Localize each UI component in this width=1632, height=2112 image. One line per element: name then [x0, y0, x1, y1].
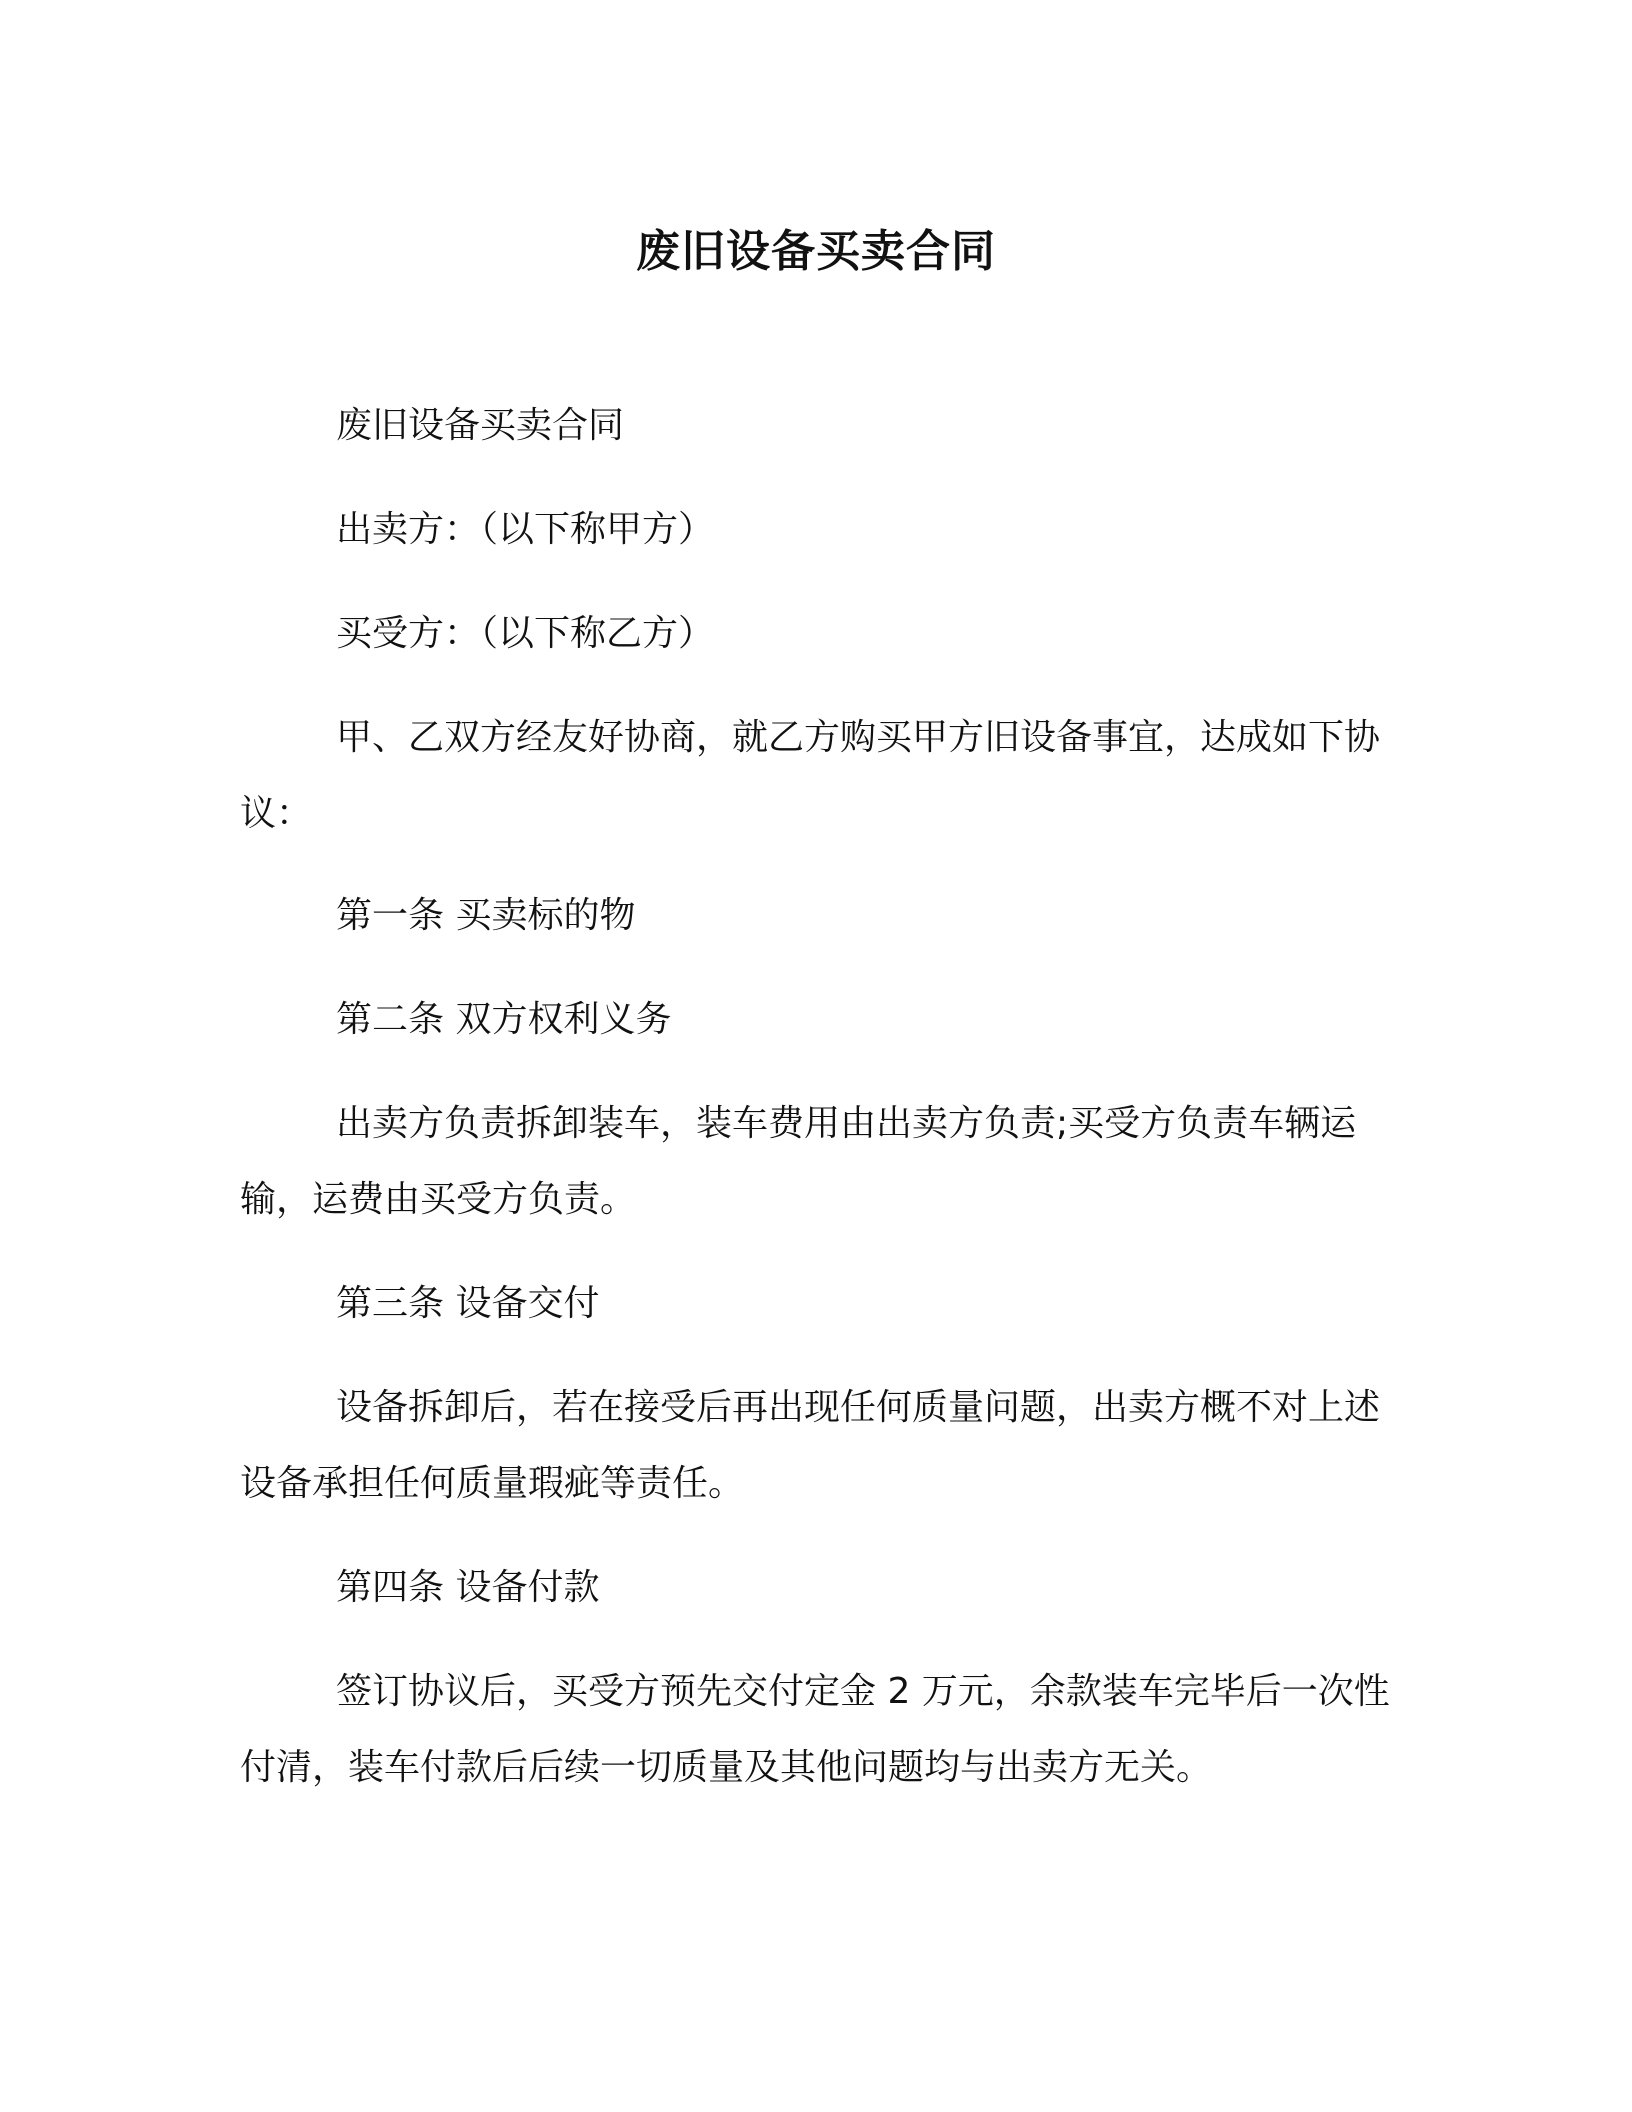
buyer-line: 买受方：（以下称乙方）: [336, 613, 715, 654]
article-4-heading: 第四条 设备付款: [336, 1567, 600, 1608]
preamble-paragraph: 甲、乙双方经友好协商，就乙方购买甲方旧设备事宜，达成如下协议：: [240, 717, 1381, 834]
article-2-body: 出卖方负责拆卸装车，装车费用由出卖方负责;买受方负责车辆运输，运费由买受方负责。: [240, 1103, 1357, 1220]
subtitle-paragraph: 废旧设备买卖合同: [336, 405, 625, 446]
article-3-body: 设备拆卸后，若在接受后再出现任何质量问题，出卖方概不对上述设备承担任何质量瑕疵等责任。: [240, 1387, 1381, 1504]
article-1-heading: 第一条 买卖标的物: [336, 895, 636, 936]
article-4-body: 签订协议后，买受方预先交付定金 2 万元，余款装车完毕后一次性付清，装车付款后后续一切质量及其他问题均与出卖方无关。: [240, 1671, 1390, 1788]
article-3-heading: 第三条 设备交付: [336, 1283, 600, 1324]
document-title: 废旧设备买卖合同: [636, 226, 996, 277]
article-2-heading: 第二条 双方权利义务: [336, 999, 672, 1040]
seller-line: 出卖方：（以下称甲方）: [336, 509, 715, 550]
